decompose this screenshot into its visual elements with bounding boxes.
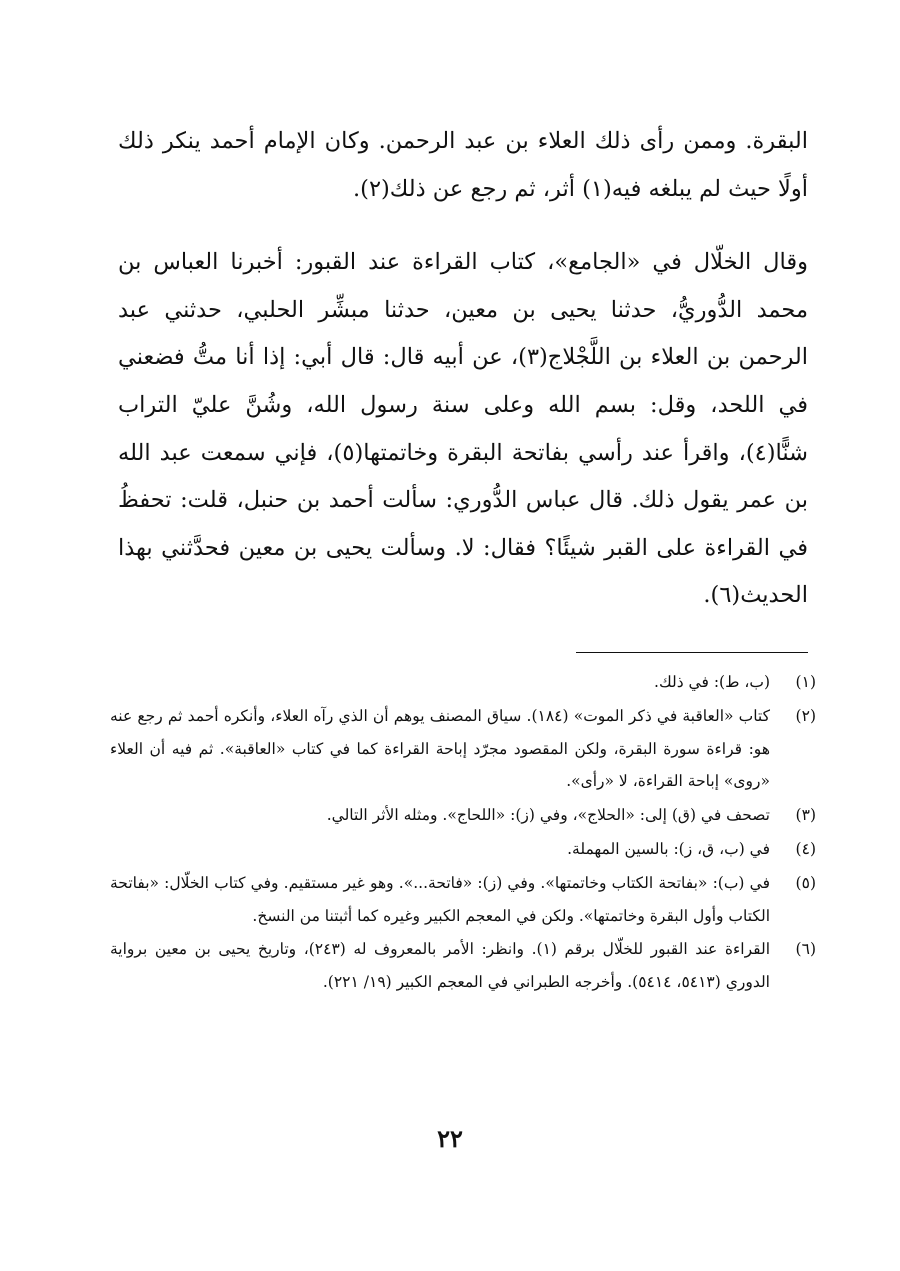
footnote-text: القراءة عند القبور للخلّال برقم (١). وانظر: الأمر بالمعروف له (٢٤٣)، وتاريخ يحيى بن معين برواية الدوري (٥٤١٣، ٥٤١٤). وأخرجه الطبراني في المعجم الكبير (١٩/ ٢٢١).: [110, 940, 770, 992]
footnote-5: [110, 867, 816, 933]
footnotes-list: [110, 666, 816, 999]
main-text: [118, 118, 808, 620]
footnote-text: تصحف في (ق) إلى: «الحلاج»، وفي (ز): «اللحاج». ومثله الأثر التالي.: [326, 806, 770, 825]
footnote-number: (٦): [795, 940, 816, 959]
footnote-number: (٢): [795, 706, 816, 725]
footnote-text: في (ب): «بفاتحة الكتاب وخاتمتها». وفي (ز): «فاتحة...». وهو غير مستقيم. وفي كتاب الخلّال: «بفاتحة الكتاب وأول البقرة وخاتمتها». ولكن في المعجم الكبير وغيره كما أثبتنا من النسخ.: [110, 873, 770, 925]
paragraph-1: البقرة. وممن رأى ذلك العلاء بن عبد الرحمن. وكان الإمام أحمد ينكر ذلك أولًا حيث لم يبلغه فيه(١) أثر، ثم رجع عن ذلك(٢).: [118, 128, 808, 202]
page-number: ٢٢: [437, 1124, 463, 1153]
footnote-2: [110, 700, 816, 798]
footnote-number: (٤): [795, 839, 816, 858]
footnote-number: (٥): [795, 873, 816, 892]
footnote-text: في (ب، ق، ز): بالسين المهملة.: [567, 839, 770, 858]
footnote-number: (١): [795, 673, 816, 691]
footnote-separator: [576, 652, 808, 653]
footnote-6: [110, 933, 816, 999]
footnote-text: (ب، ط): في ذلك.: [654, 673, 770, 691]
footnote-1: [110, 666, 816, 699]
footnote-text: كتاب «العاقبة في ذكر الموت» (١٨٤). سياق المصنف يوهم أن الذي رآه العلاء، وأنكره أحمد ثم رجع عنه هو: قراءة سورة البقرة، ولكن المقصود مجرّد إباحة القراءة كما في كتاب «العاقبة». ثم فيه أن العلاء «روى» إباحة القراءة، لا «رأى».: [110, 706, 770, 791]
paragraph-2: وقال الخلّال في «الجامع»، كتاب القراءة عند القبور: أخبرنا العباس بن محمد الدُّوريُّ، حدثنا يحيى بن معين، حدثنا مبشِّر الحلبي، حدثني عبد الرحمن بن العلاء بن اللَّجْلاج(٣)، عن أبيه قال: قال أبي: إذا أنا متُّ فضعني في اللحد، وقل: بسم الله وعلى سنة رسول الله، وشُنَّ عليّ التراب شنًّا(٤)، واقرأ عند رأسي بفاتحة البقرة وخاتمتها(٥)، فإني سمعت عبد الله بن عمر يقول ذلك. قال عباس الدُّوري: سألت أحمد بن حنبل، قلت: تحفظُ في القراءة على القبر شيئًا؟ فقال: لا. وسألت يحيى بن معين فحدَّثني بهذا الحديث(٦).: [118, 249, 809, 609]
footnote-number: (٣): [795, 806, 816, 825]
footnote-3: [110, 799, 816, 832]
footnote-4: [110, 833, 816, 866]
